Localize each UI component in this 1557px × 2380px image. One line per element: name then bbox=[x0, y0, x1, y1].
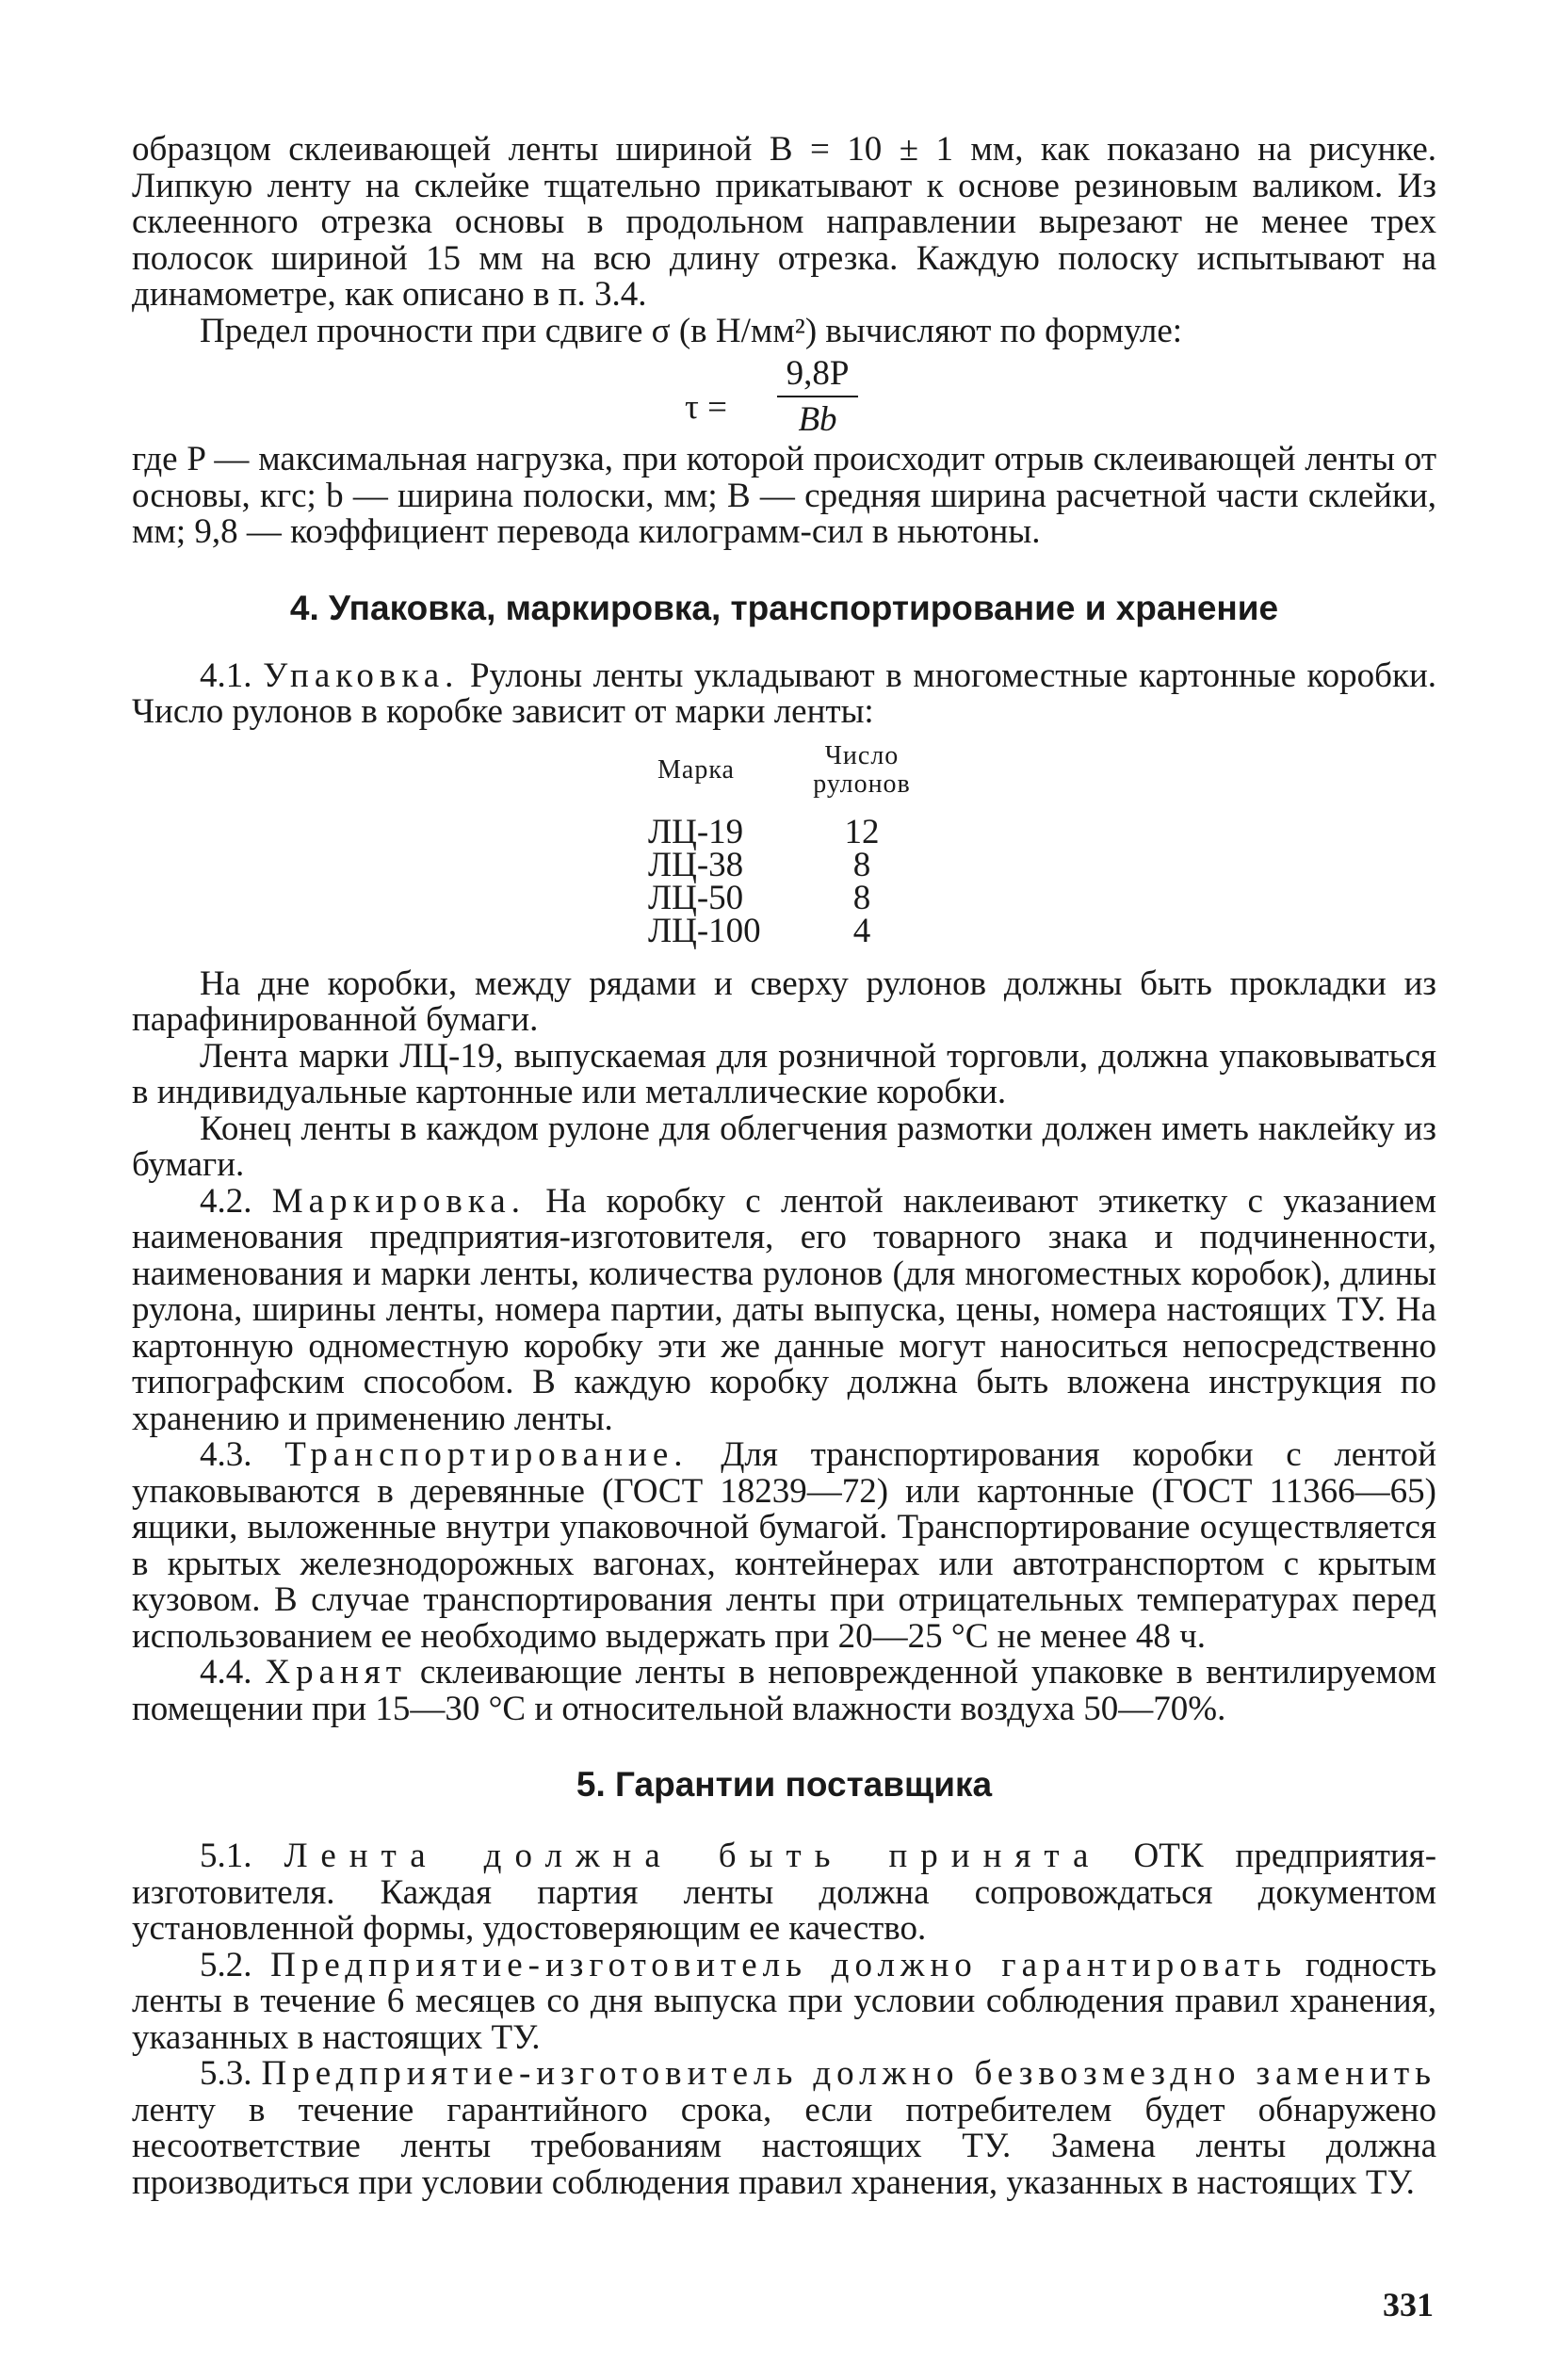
clause-5-1 bbox=[132, 1838, 1436, 1948]
table-row bbox=[648, 816, 923, 849]
clause-4-4-number: 4.4. bbox=[200, 1653, 252, 1692]
table-cell-mark: ЛЦ-19 bbox=[648, 812, 744, 851]
intro-paragraph-1: образцом склеивающей ленты шириной B = 10 ± 1 мм, как показано на рисунке. Липкую ленту на склейке тщательно прикатывают к основе резиновым валиком. Из склеенного отрезка основы в продольном направлении вырезают не менее трех полосок шириной 15 мм на всю длину отрезка. Каждую полоску испытывают на динамометре, как описано в п. 3.4. bbox=[132, 130, 1436, 314]
table-row bbox=[648, 915, 923, 947]
clause-4-2-number: 4.2. bbox=[200, 1181, 252, 1221]
table-cell-count: 8 bbox=[852, 845, 871, 884]
table-cell-count: 8 bbox=[852, 878, 871, 917]
section-4-heading: 4. Упаковка, маркировка, транспортирование и хранение bbox=[289, 588, 1279, 627]
clause-4-1-c: Лента марки ЛЦ-19, выпускаемая для розничной торговли, должна упаковываться в индивидуальные картонные или металлические коробки. bbox=[132, 1036, 1436, 1111]
formula-fraction bbox=[777, 353, 1031, 440]
clause-4-1-d: Конец ленты в каждом рулоне для облегчения размотки должен иметь наклейку из бумаги. bbox=[132, 1109, 1436, 1184]
table-header-count bbox=[801, 742, 923, 816]
clause-5-3 bbox=[132, 2056, 1436, 2201]
clause-4-4 bbox=[132, 1655, 1436, 1727]
clause-4-2-label: Маркировка. bbox=[271, 1181, 526, 1221]
clause-4-1 bbox=[132, 658, 1436, 731]
clause-5-2 bbox=[132, 1945, 1437, 2057]
table-header-count-line2: рулонов bbox=[813, 769, 911, 799]
intro-paragraph-2: Предел прочности при сдвиге σ (в Н/мм²) вычисляют по формуле: bbox=[200, 311, 1183, 350]
clause-5-3-text: ленту в течение гарантийного срока, если потребителем будет обнаружено несоответствие ленты требованиям настоящих ТУ. Замена ленты должна производиться при условии соблюдения правил хранения, указанных в настоящих ТУ. bbox=[132, 2090, 1436, 2202]
formula-denominator: Bb bbox=[798, 400, 837, 439]
clause-5-1-number: 5.1. bbox=[200, 1837, 252, 1875]
clause-5-3-number: 5.3. bbox=[200, 2054, 252, 2093]
table-row bbox=[648, 849, 923, 882]
clause-4-3 bbox=[132, 1437, 1436, 1655]
clause-4-1-number: 4.1. bbox=[200, 656, 252, 695]
table-cell-count: 12 bbox=[844, 812, 880, 851]
table-cell-mark: ЛЦ-100 bbox=[648, 911, 761, 950]
page-number: 331 bbox=[1383, 2286, 1434, 2323]
clause-4-3-label: Транспортирование. bbox=[284, 1435, 689, 1474]
clause-4-2-text: На коробку с лентой наклеивают этикетку с указанием наименования предприятия-изготовителя, его товарного знака и подчиненности, наименования и марки ленты, количества рулонов (для многоместных коробок), длины рулона, ширины ленты, номера партии, даты выпуска, цены, номера настоящих ТУ. На картонную одноместную коробку эти же данные могут наноситься непосредственно типографским способом. В каждую коробку должна быть вложена инструкция по хранению и применению ленты. bbox=[132, 1181, 1437, 1438]
table-cell-mark: ЛЦ-50 bbox=[648, 878, 744, 917]
clause-4-2 bbox=[132, 1181, 1437, 1438]
clause-5-1-label: Лента должна быть принята bbox=[284, 1837, 1102, 1875]
table-header-count-line1: Число bbox=[824, 740, 900, 770]
clause-4-3-text: Для транспортирования коробки с лентой упаковываются в деревянные (ГОСТ 18239—72) или картонные (ГОСТ 11366—65) ящики, выложенные внутри упаковочной бумагой. Транспортирование осуществляется в крытых железнодорожных вагонах, контейнерах или автотранспортом с крытым кузовом. В случае транспортирования ленты при отрицательных температурах перед использованием ее необходимо выдержать при 20—25 °С не менее 48 ч. bbox=[132, 1435, 1437, 1656]
clause-4-3-number: 4.3. bbox=[200, 1435, 252, 1474]
table-header-row bbox=[648, 742, 923, 816]
shear-formula bbox=[132, 349, 1436, 442]
rolls-table bbox=[648, 740, 923, 950]
clause-4-1-b: На дне коробки, между рядами и сверху рулонов должны быть прокладки из парафинированной бумаги. bbox=[132, 963, 1436, 1039]
table-cell-mark: ЛЦ-38 bbox=[648, 845, 744, 884]
clause-4-1-label: Упаковка. bbox=[263, 656, 460, 695]
clause-5-2-text: годность ленты в течение 6 месяцев со дня выпуска при условии соблюдения правил хранения, указанных в настоящих ТУ. bbox=[132, 1945, 1437, 2057]
formula-lhs: τ = bbox=[685, 388, 727, 427]
clause-5-2-number: 5.2. bbox=[200, 1945, 252, 1984]
document-page bbox=[132, 132, 1436, 2201]
clause-5-1-text: ОТК предприятия-изготовителя. Каждая партия ленты должна сопровождаться документом установленной формы, удостоверяющим ее качество. bbox=[132, 1837, 1437, 1948]
section-5-heading: 5. Гарантии поставщика bbox=[576, 1765, 993, 1804]
clause-4-4-text: склеивающие ленты в неповрежденной упаковке в вентилируемом помещении при 15—30 °С и относительной влажности воздуха 50—70%. bbox=[132, 1653, 1437, 1728]
table-row bbox=[648, 882, 923, 915]
table-cell-count: 4 bbox=[852, 911, 871, 950]
clause-4-4-label: Хранят bbox=[265, 1653, 407, 1692]
formula-numerator: 9,8P bbox=[777, 353, 858, 397]
intro-paragraph-3: где P — максимальная нагрузка, при которой происходит отрыв склеивающей ленты от основы, кгс; b — ширина полоски, мм; B — средняя ширина расчетной части склейки, мм; 9,8 — коэффициент перевода килограмм-сил в ньютоны. bbox=[132, 440, 1436, 551]
clause-5-2-label: Предприятие-изготовитель должно гарантировать bbox=[270, 1945, 1288, 1984]
clause-5-3-label: Предприятие-изготовитель должно безвозмездно заменить bbox=[261, 2054, 1436, 2093]
table-header-mark: Марка bbox=[657, 754, 735, 785]
clause-4-1-text: Рулоны ленты укладывают в многоместные картонные коробки. Число рулонов в коробке зависит от марки ленты: bbox=[132, 656, 1437, 731]
